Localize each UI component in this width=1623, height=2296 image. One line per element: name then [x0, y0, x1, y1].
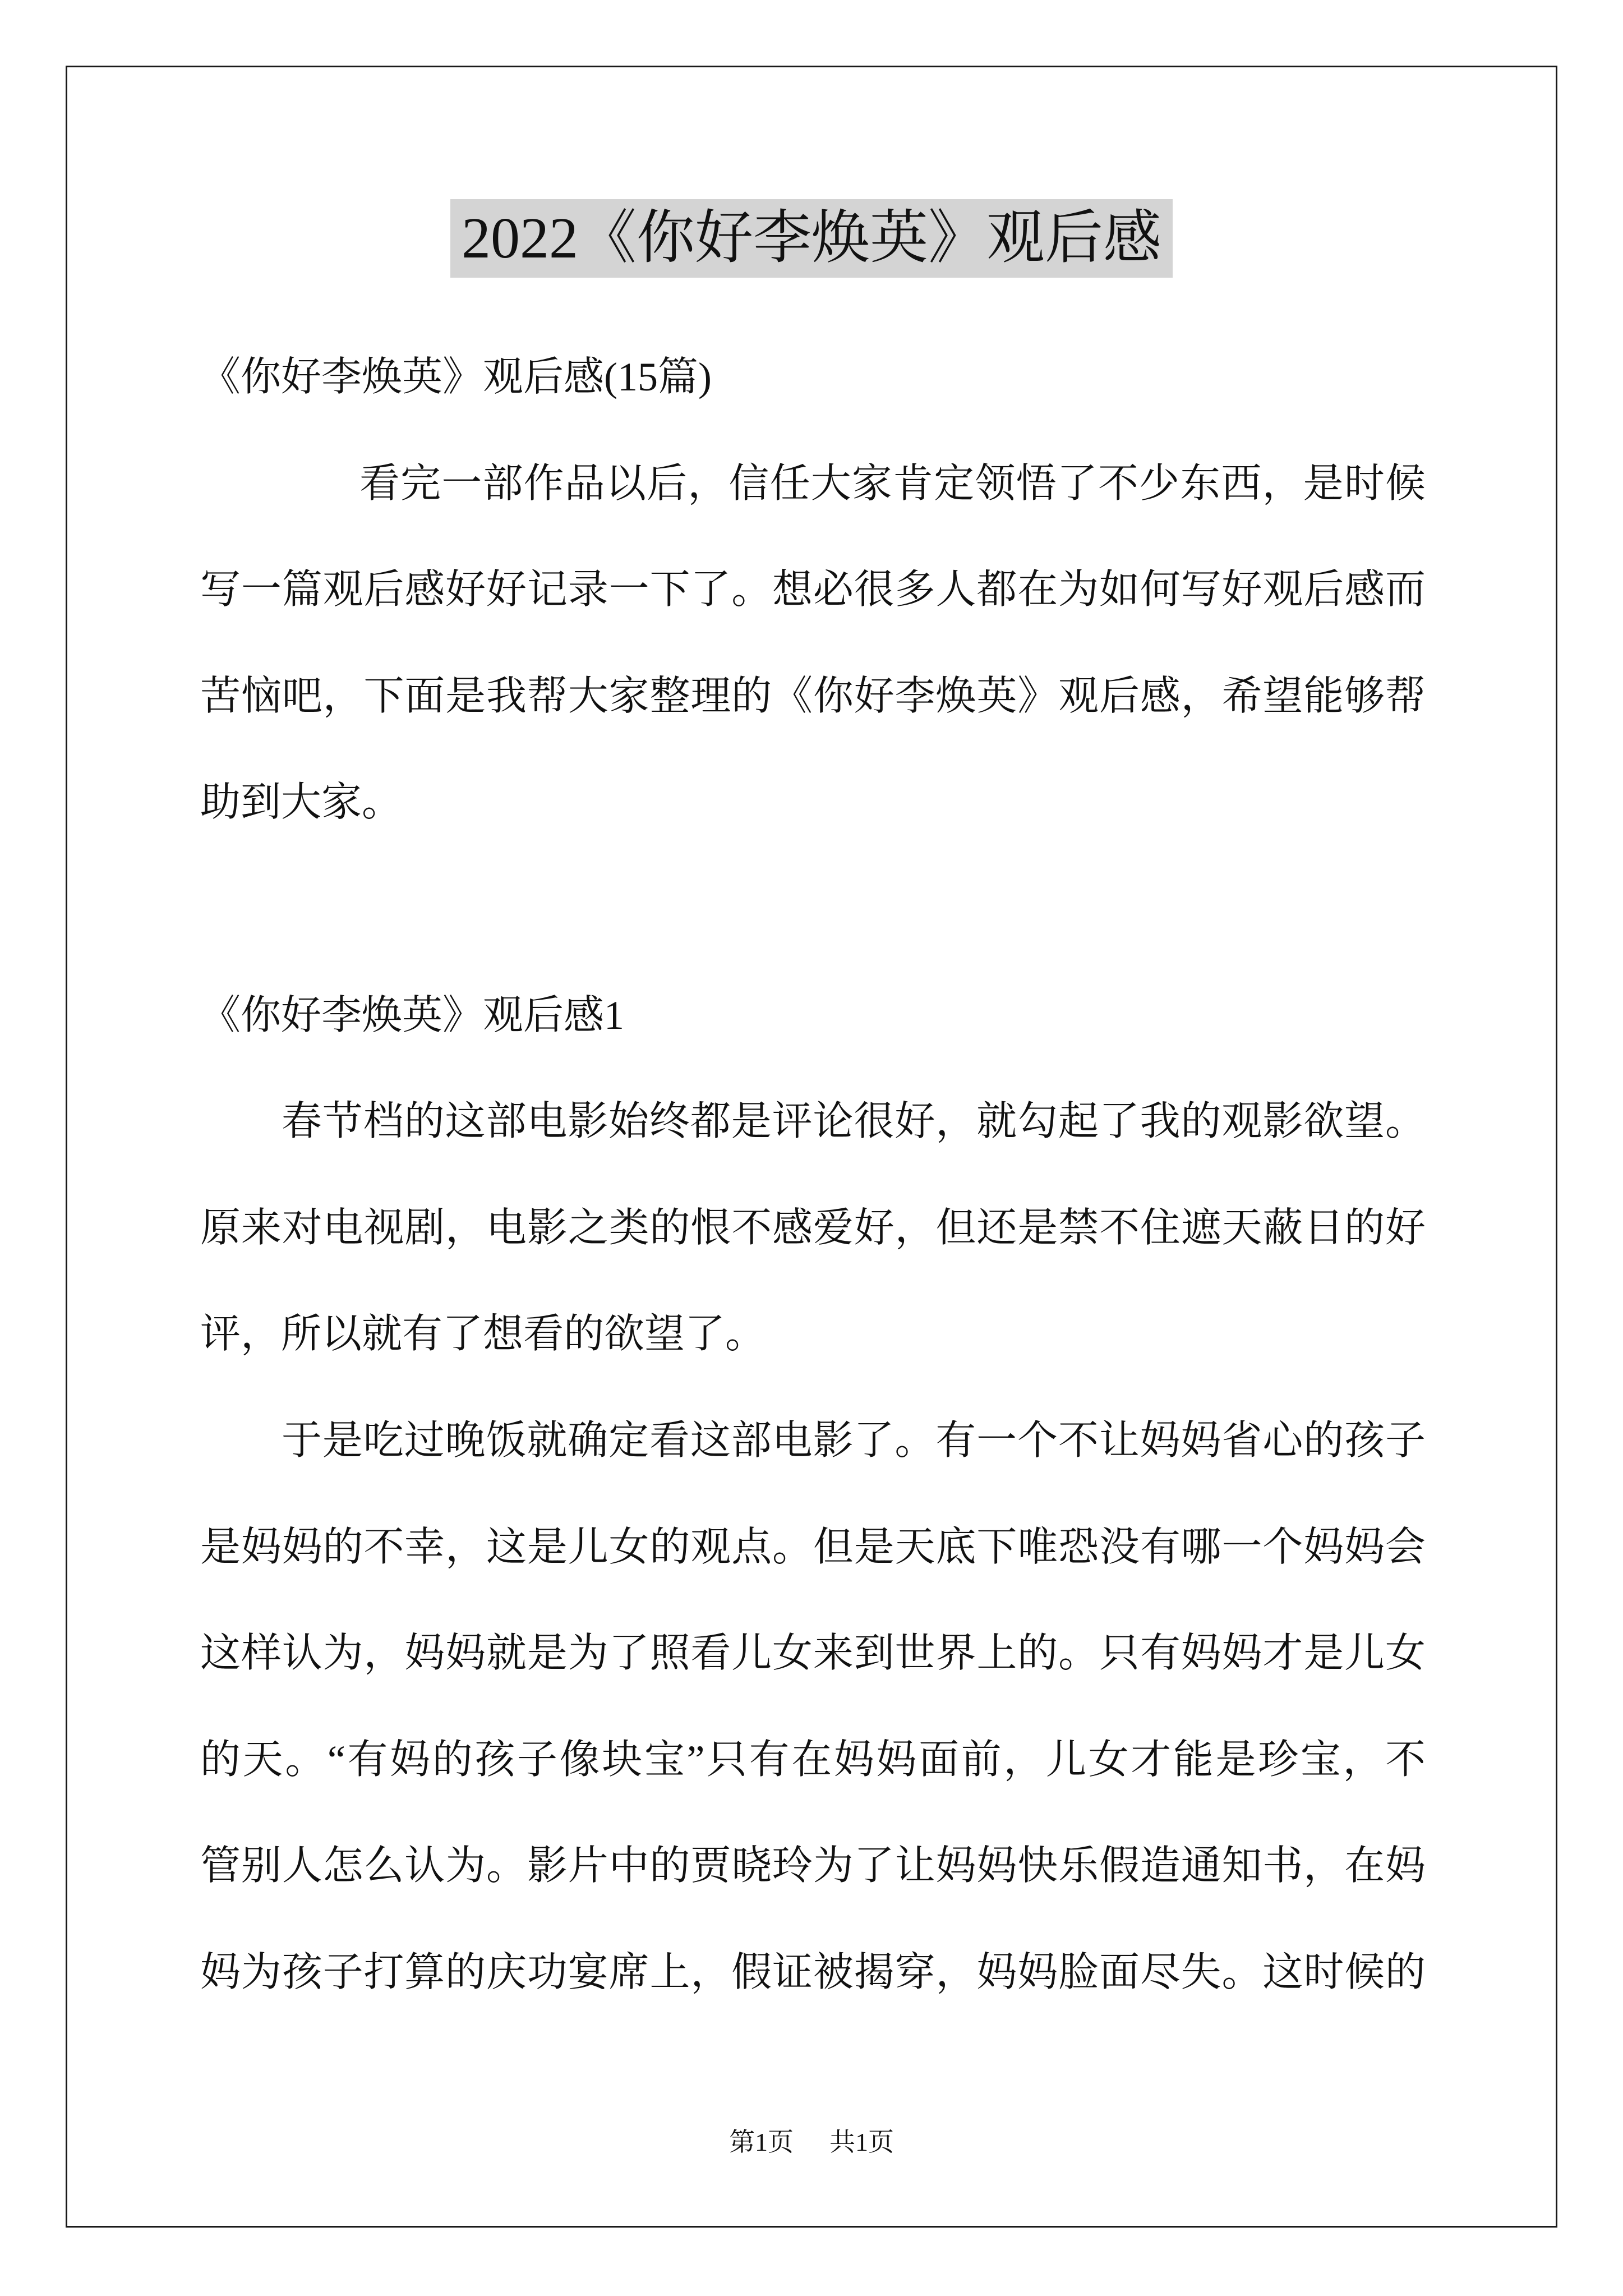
text-line: 于是吃过晚饭就确定看这部电影了。有一个不让妈妈省心的孩子: [282, 1418, 1426, 1463]
body-paragraph: [200, 1069, 1426, 1388]
intro-paragraph: [200, 431, 1426, 856]
section-heading: 《你好李焕英》观后感1: [200, 992, 625, 1038]
page-footer: [0, 2125, 1623, 2159]
text-line: 写一篇观后感好好记录一下了。想必很多人都在为如何写好观后感而: [200, 567, 1426, 613]
text-line: 妈为孩子打算的庆功宴席上，假证被揭穿，妈妈脸面尽失。这时候的: [200, 1949, 1426, 1995]
document-body: [200, 324, 1426, 2026]
text-line: 管别人怎么认为。影片中的贾晓玲为了让妈妈快乐假造通知书，在妈: [200, 1843, 1426, 1889]
page-number: 第1页: [729, 2128, 794, 2156]
text-line: 是妈妈的不幸，这是儿女的观点。但是天底下唯恐没有哪一个妈妈会: [200, 1524, 1426, 1570]
text-line: 看完一部作品以后，信任大家肯定领悟了不少东西，是时候: [359, 461, 1426, 506]
document-title: 2022《你好李焕英》观后感: [450, 199, 1173, 278]
body-paragraph: [200, 1388, 1426, 2026]
text-line: 的天。“有妈的孩子像块宝”只有在妈妈面前，儿女才能是珍宝，不: [200, 1737, 1426, 1782]
text-line: 原来对电视剧，电影之类的恨不感爱好，但还是禁不住遮天蔽日的好: [200, 1205, 1426, 1250]
title-block: [0, 199, 1623, 278]
page-count: 共1页: [829, 2128, 894, 2156]
blank-line: [200, 856, 1426, 963]
text-line: 春节档的这部电影始终都是评论很好，就勾起了我的观影欲望。: [282, 1099, 1426, 1144]
intro-heading: 《你好李焕英》观后感(15篇): [200, 355, 712, 399]
text-line: 这样认为，妈妈就是为了照看儿女来到世界上的。只有妈妈才是儿女: [200, 1631, 1426, 1676]
text-line: 苦恼吧，下面是我帮大家整理的《你好李焕英》观后感，希望能够帮: [200, 673, 1426, 719]
text-line: 助到大家。: [200, 780, 403, 825]
text-line: 评，所以就有了想看的欲望了。: [200, 1312, 766, 1357]
